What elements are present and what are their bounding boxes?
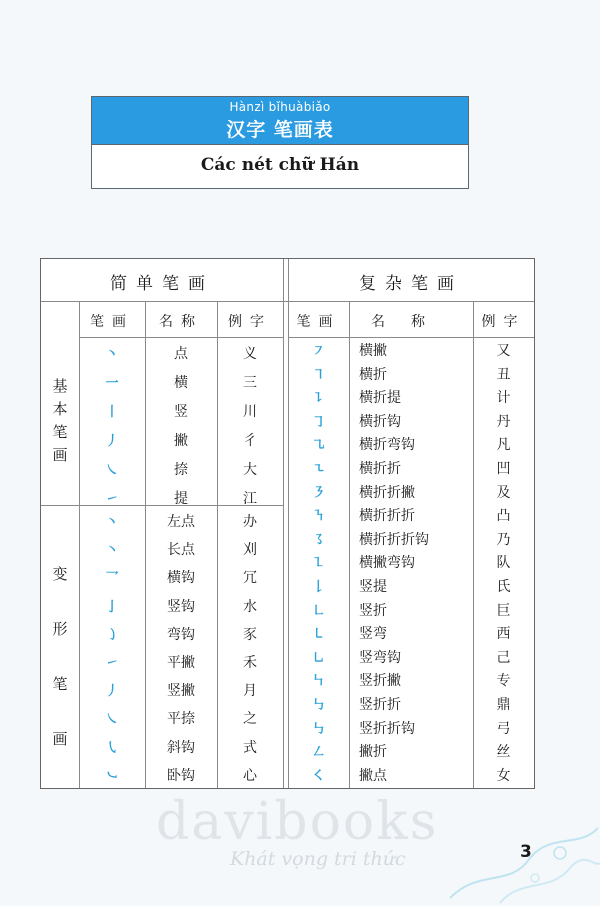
title-box	[91, 96, 469, 189]
stroke-table	[40, 258, 535, 789]
complex-stroke-glyph: ㇅	[311, 556, 325, 572]
col-name-header: 名称	[159, 314, 203, 330]
variant-stroke-example: 月	[243, 683, 257, 700]
complex-stroke-example: 凡	[496, 437, 511, 454]
complex-strokes-header: 复杂笔画	[359, 274, 463, 294]
variant-stroke-example: 心	[243, 767, 257, 784]
complex-stroke-name: 撇点	[359, 767, 387, 784]
variant-stroke-name: 平捺	[167, 711, 195, 728]
watermark-brand: davibooks	[156, 792, 439, 852]
complex-stroke-example: 女	[496, 767, 511, 784]
basic-stroke-glyph: ㇀	[105, 492, 119, 507]
complex-stroke-column-line	[349, 301, 350, 788]
complex-stroke-name: 横折钩	[359, 413, 401, 430]
complex-stroke-example: 巨	[496, 602, 511, 619]
basic-stroke-glyph: ㇏	[105, 463, 119, 478]
complex-stroke-example: 又	[496, 343, 511, 359]
basic-stroke-name: 捺	[174, 462, 188, 478]
basic-strokes-label	[41, 375, 79, 467]
complex-stroke-example: 弓	[496, 720, 511, 737]
basic-stroke-glyph: 丶	[105, 347, 119, 362]
variant-stroke-glyph: ㇃	[105, 768, 119, 784]
complex-stroke-glyph: ㇗	[311, 603, 325, 619]
complex-stroke-example: 氏	[496, 579, 511, 595]
complex-stroke-example: 己	[496, 649, 511, 666]
complex-col-stroke-header: 笔画	[296, 314, 341, 330]
complex-stroke-name: 横折提	[359, 390, 401, 407]
variant-stroke-name: 斜钩	[167, 739, 195, 756]
basic-label-char: 基	[52, 377, 68, 395]
basic-stroke-example: 三	[243, 375, 257, 391]
variant-stroke-name: 竖撇	[167, 683, 195, 700]
complex-stroke-name: 竖提	[359, 579, 387, 595]
basic-stroke-name: 点	[174, 346, 188, 362]
variant-stroke-name: 卧钩	[167, 767, 195, 784]
complex-stroke-example: 及	[496, 484, 511, 501]
variant-stroke-name: 长点	[167, 542, 195, 559]
basic-stroke-name: 横	[174, 375, 188, 391]
complex-stroke-glyph: ㇉	[311, 721, 325, 737]
basic-stroke-name: 提	[174, 491, 188, 507]
complex-stroke-name: 横折折	[359, 461, 401, 477]
basic-stroke-glyph: 一	[105, 376, 119, 391]
complex-stroke-glyph: ㇍	[311, 462, 325, 477]
subheader-divider-left	[79, 337, 283, 338]
title-banner	[92, 97, 468, 145]
complex-stroke-name: 横折弯钩	[359, 437, 415, 454]
complex-stroke-example: 西	[496, 626, 511, 643]
variant-stroke-example: 冗	[243, 570, 257, 587]
middle-line-1	[283, 259, 284, 788]
variant-label-char: 画	[52, 730, 68, 748]
basic-label-char: 本	[52, 400, 68, 418]
complex-stroke-name: 横折	[359, 366, 387, 383]
basic-stroke-example: 彳	[243, 433, 257, 449]
variant-stroke-glyph: ㇂	[105, 740, 119, 756]
variant-stroke-glyph: ㇀	[105, 656, 119, 671]
variant-stroke-example: 豕	[243, 626, 257, 643]
title-vietnamese: Các nét chữ Hán	[200, 155, 360, 175]
complex-stroke-glyph: ㇈	[311, 438, 325, 454]
complex-stroke-name: 横折折折钩	[359, 531, 429, 548]
basic-label-char: 画	[52, 446, 68, 464]
complex-stroke-name: 横撇弯钩	[359, 555, 415, 572]
basic-stroke-example: 大	[243, 462, 257, 478]
variant-label-char: 变	[52, 565, 68, 583]
complex-stroke-example: 鼎	[496, 697, 511, 713]
complex-stroke-example: 凹	[496, 461, 511, 477]
complex-stroke-glyph: ㇆	[311, 414, 325, 430]
complex-stroke-name: 横折折撇	[359, 484, 415, 501]
variant-stroke-name: 左点	[167, 514, 195, 530]
simple-strokes-header: 简单笔画	[110, 274, 214, 294]
complex-stroke-glyph: ㇕	[311, 367, 325, 383]
complex-stroke-glyph: ㇄	[311, 627, 325, 643]
variant-label-char: 形	[52, 620, 68, 638]
complex-stroke-glyph: ㇟	[311, 650, 325, 666]
complex-stroke-name: 横撇	[359, 343, 387, 359]
complex-stroke-name: 竖弯钩	[359, 649, 401, 666]
col-example-header: 例字	[228, 314, 272, 330]
variant-stroke-name: 平撇	[167, 655, 195, 671]
variant-label-char: 笔	[52, 675, 68, 693]
complex-stroke-name: 竖弯	[359, 626, 387, 643]
complex-stroke-example: 凸	[496, 508, 511, 525]
complex-col-example-header: 例字	[481, 314, 526, 330]
basic-label-char: 笔	[52, 423, 68, 441]
subheader-divider-right	[288, 337, 534, 338]
complex-stroke-example: 专	[496, 673, 511, 690]
complex-stroke-example: 计	[496, 390, 511, 407]
variant-stroke-example: 水	[243, 598, 257, 615]
complex-stroke-glyph: ㇞	[311, 674, 325, 690]
complex-stroke-name: 撇折	[359, 744, 387, 761]
variant-stroke-name: 竖钩	[167, 598, 195, 615]
basic-stroke-name: 竖	[174, 404, 188, 420]
basic-stroke-example: 义	[243, 346, 257, 362]
complex-stroke-glyph: ㇇	[311, 344, 325, 359]
variant-stroke-glyph: 乛	[105, 571, 119, 587]
title-chinese: 汉字 笔画表	[226, 119, 334, 141]
basic-stroke-name: 撇	[174, 433, 188, 449]
complex-stroke-name: 竖折折	[359, 697, 401, 713]
complex-stroke-name: 竖折	[359, 602, 387, 619]
complex-stroke-example: 丝	[496, 744, 511, 761]
basic-stroke-glyph: 丨	[105, 405, 119, 420]
variant-stroke-glyph: ㇏	[105, 712, 119, 728]
complex-stroke-glyph: ㇉	[311, 698, 325, 713]
complex-stroke-example: 队	[496, 555, 511, 572]
complex-stroke-glyph: ㇎	[311, 509, 325, 525]
basic-stroke-glyph: 丿	[105, 434, 119, 449]
variant-stroke-glyph: 丶	[105, 515, 119, 530]
variant-stroke-example: 之	[243, 711, 257, 728]
variant-stroke-name: 横钩	[167, 570, 195, 587]
complex-stroke-glyph: ㇋	[311, 485, 325, 501]
watermark-slogan: Khát vọng tri thức	[230, 848, 406, 870]
complex-stroke-example: 乃	[496, 531, 511, 548]
variant-stroke-example: 办	[243, 514, 257, 530]
page-number: 3	[520, 842, 532, 862]
variant-stroke-glyph: ㇁	[105, 627, 119, 643]
variant-stroke-example: 刈	[243, 542, 257, 559]
complex-stroke-glyph: ㇛	[311, 768, 325, 784]
variant-stroke-glyph: 亅	[105, 599, 119, 615]
variant-stroke-glyph: 丿	[105, 684, 119, 700]
complex-stroke-glyph: ㇜	[311, 745, 325, 761]
variant-stroke-example: 禾	[243, 655, 257, 671]
complex-stroke-glyph: 𠄌	[311, 580, 325, 595]
basic-stroke-example: 江	[243, 491, 257, 507]
complex-stroke-glyph: ㇌	[311, 532, 325, 548]
complex-stroke-name: 竖折折钩	[359, 720, 415, 737]
complex-stroke-example: 丹	[496, 413, 511, 430]
complex-col-name-header: 名称	[371, 314, 451, 330]
variant-stroke-name: 弯钩	[167, 626, 195, 643]
variant-stroke-glyph: ㇔	[105, 543, 119, 559]
title-pinyin: Hànzì bǐhuàbiǎo	[229, 100, 331, 114]
variant-stroke-example: 式	[243, 739, 257, 756]
complex-stroke-example: 丑	[496, 366, 511, 383]
complex-stroke-name: 横折折折	[359, 508, 415, 525]
variant-strokes-label	[41, 547, 79, 767]
basic-stroke-example: 川	[243, 404, 257, 420]
complex-stroke-name: 竖折撇	[359, 673, 401, 690]
complex-stroke-glyph: ㇊	[311, 391, 325, 407]
col-stroke-header: 笔画	[90, 314, 134, 330]
